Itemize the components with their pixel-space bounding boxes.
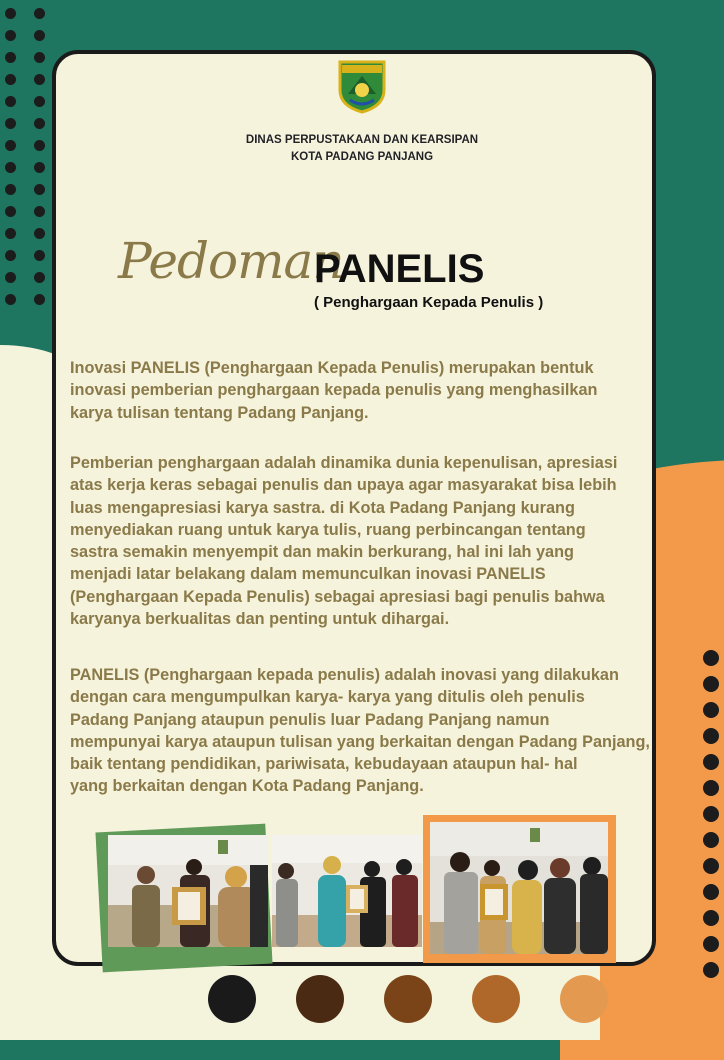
decor-circle-1 [208, 975, 256, 1023]
title-main: PANELIS [314, 247, 485, 291]
agency-city: KOTA PADANG PANJANG [290, 151, 434, 163]
dot-pattern-right [703, 650, 719, 988]
title-script: Pedoman [118, 232, 344, 290]
text-line: luas mengapresiasi karya sastra. di Kota Padang Panjang kurang [70, 498, 575, 517]
title-subtitle: ( Penghargaan Kepada Penulis ) [314, 294, 544, 311]
text-line: yang berkaitan dengan Kota Padang Panjang. [70, 777, 424, 796]
award-photo-2 [272, 835, 422, 947]
text-line: sastra semakin menyempit dan makin berkurang, hal ini lah yang [70, 543, 574, 562]
decor-circle-4 [472, 975, 520, 1023]
paragraph-background [70, 452, 617, 630]
award-photo-1 [108, 835, 268, 947]
decor-circle-2 [296, 975, 344, 1023]
text-line: menyediakan ruang untuk karya tulis, ruang perbincangan tentang [70, 520, 586, 539]
text-line: menjadi latar belakang dalam memunculkan inovasi PANELIS [70, 565, 546, 584]
text-line: dengan cara mengumpulkan karya- karya yang ditulis oleh penulis [70, 688, 585, 707]
text-line: PANELIS (Penghargaan kepada penulis) adalah inovasi yang dilakukan [70, 666, 619, 684]
city-emblem-logo [338, 60, 386, 114]
text-line: karyanya berkualitas dan penting untuk dihargai. [70, 610, 450, 629]
agency-name: DINAS PERPUSTAKAAN DAN KEARSIPAN [245, 134, 479, 146]
text-line: baik tentang pendidikan, pariwisata, kebudayaan ataupun hal- hal [70, 755, 578, 774]
text-line: Padang Panjang ataupun penulis luar Padang Panjang namun [70, 710, 550, 729]
text-line: (Penghargaan Kepada Penulis) sebagai apresiasi bagi penulis bahwa [70, 587, 605, 606]
decor-circle-3 [384, 975, 432, 1023]
text-line: Pemberian penghargaan adalah dinamika dunia kepenulisan, apresiasi [70, 454, 618, 472]
text-line: Inovasi PANELIS (Penghargaan Kepada Penulis) merupakan bentuk [70, 359, 594, 377]
paragraph-description [70, 664, 650, 798]
decor-circle-5 [560, 975, 608, 1023]
text-line: inovasi pemberian penghargaan kepada penulis yang menghasilkan [70, 381, 598, 400]
text-line: karya tulisan tentang Padang Panjang. [70, 403, 369, 422]
text-line: mempunyai karya ataupun tulisan yang berkaitan dengan Padang Panjang, [70, 732, 650, 751]
paragraph-intro [70, 357, 598, 424]
award-photo-3 [430, 822, 608, 954]
text-line: atas kerja keras sebagai penulis dan upaya agar masyarakat bisa lebih [70, 476, 617, 495]
